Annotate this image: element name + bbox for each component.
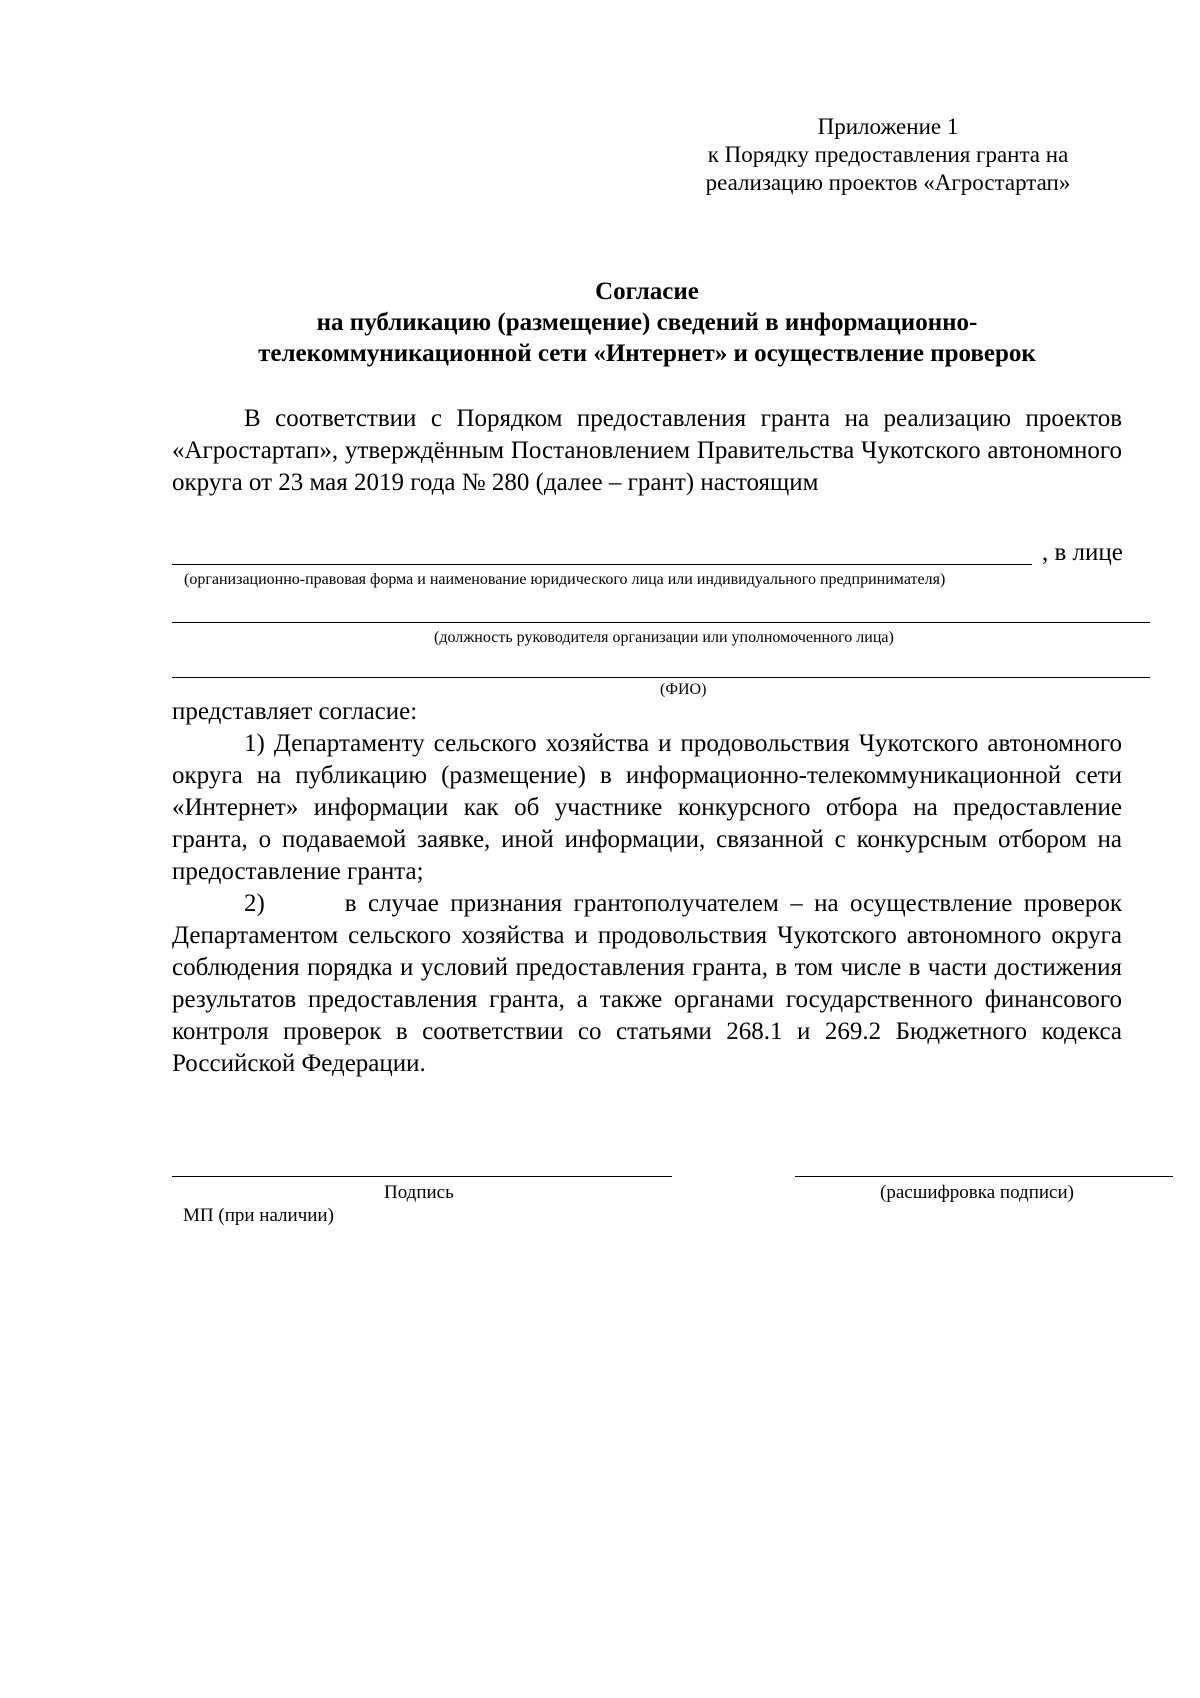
consent-lead: представляет согласие:	[172, 698, 418, 725]
intro-text: В соответствии с Порядком предоставления гранта на реализацию проектов «Агростартап», утверждённым Постановлением Правительства Чукотского автономного округа от 23 мая 2019 года № 280 (далее – грант) настоящим	[172, 405, 1122, 496]
title-line-3: телекоммуникационной сети «Интернет» и осуществление проверок	[258, 340, 1036, 367]
organization-blank-line[interactable]	[172, 564, 1032, 565]
signature-decode-caption: (расшифровка подписи)	[880, 1182, 1074, 1203]
document-title	[172, 276, 1122, 369]
in-person-label: , в лице	[1042, 539, 1123, 566]
fio-blank-line[interactable]	[172, 677, 1150, 678]
organization-caption: (организационно-правовая форма и наименование юридического лица или индивидуального предпринимателя)	[184, 571, 946, 588]
annex-line-2: к Порядку предоставления гранта на	[707, 142, 1069, 167]
signature-blank-line[interactable]	[172, 1176, 672, 1177]
title-line-2: на публикацию (размещение) сведений в информационно-	[316, 309, 978, 336]
stamp-note: МП (при наличии)	[183, 1205, 334, 1226]
position-blank-line[interactable]	[172, 622, 1150, 623]
position-caption: (должность руководителя организации или уполномоченного лица)	[434, 629, 894, 646]
consent-item-1: 1) Департаменту сельского хозяйства и продовольствия Чукотского автономного округа на публикацию (размещение) в информационно-телекоммуникационной сети «Интернет» информации как об участнике конкурсного отбора на предоставление гранта, о подаваемой заявке, иной информации, связанной с конкурсным отбором на предоставление гранта;	[172, 730, 1122, 885]
title-line-1: Согласие	[595, 278, 699, 305]
signature-decode-blank-line[interactable]	[795, 1176, 1173, 1177]
intro-paragraph	[172, 403, 1122, 499]
annex-line-1: Приложение 1	[817, 114, 959, 139]
fio-caption: (ФИО)	[660, 681, 707, 698]
annex-line-3: реализацию проектов «Агростартап»	[705, 170, 1071, 195]
signature-caption: Подпись	[384, 1182, 454, 1203]
consent-body	[172, 696, 1122, 1080]
consent-item-2: 2) в случае признания грантополучателем – на осуществление проверок Департаментом сельского хозяйства и продовольствия Чукотского автономного округа соблюдения порядка и условий предоставления гранта, в том числе в части достижения результатов предоставления гранта, а также органами государственного финансового контроля проверок в соответствии со статьями 268.1 и 269.2 Бюджетного кодекса Российской Федерации.	[172, 890, 1122, 1077]
annex-header	[678, 113, 1098, 197]
